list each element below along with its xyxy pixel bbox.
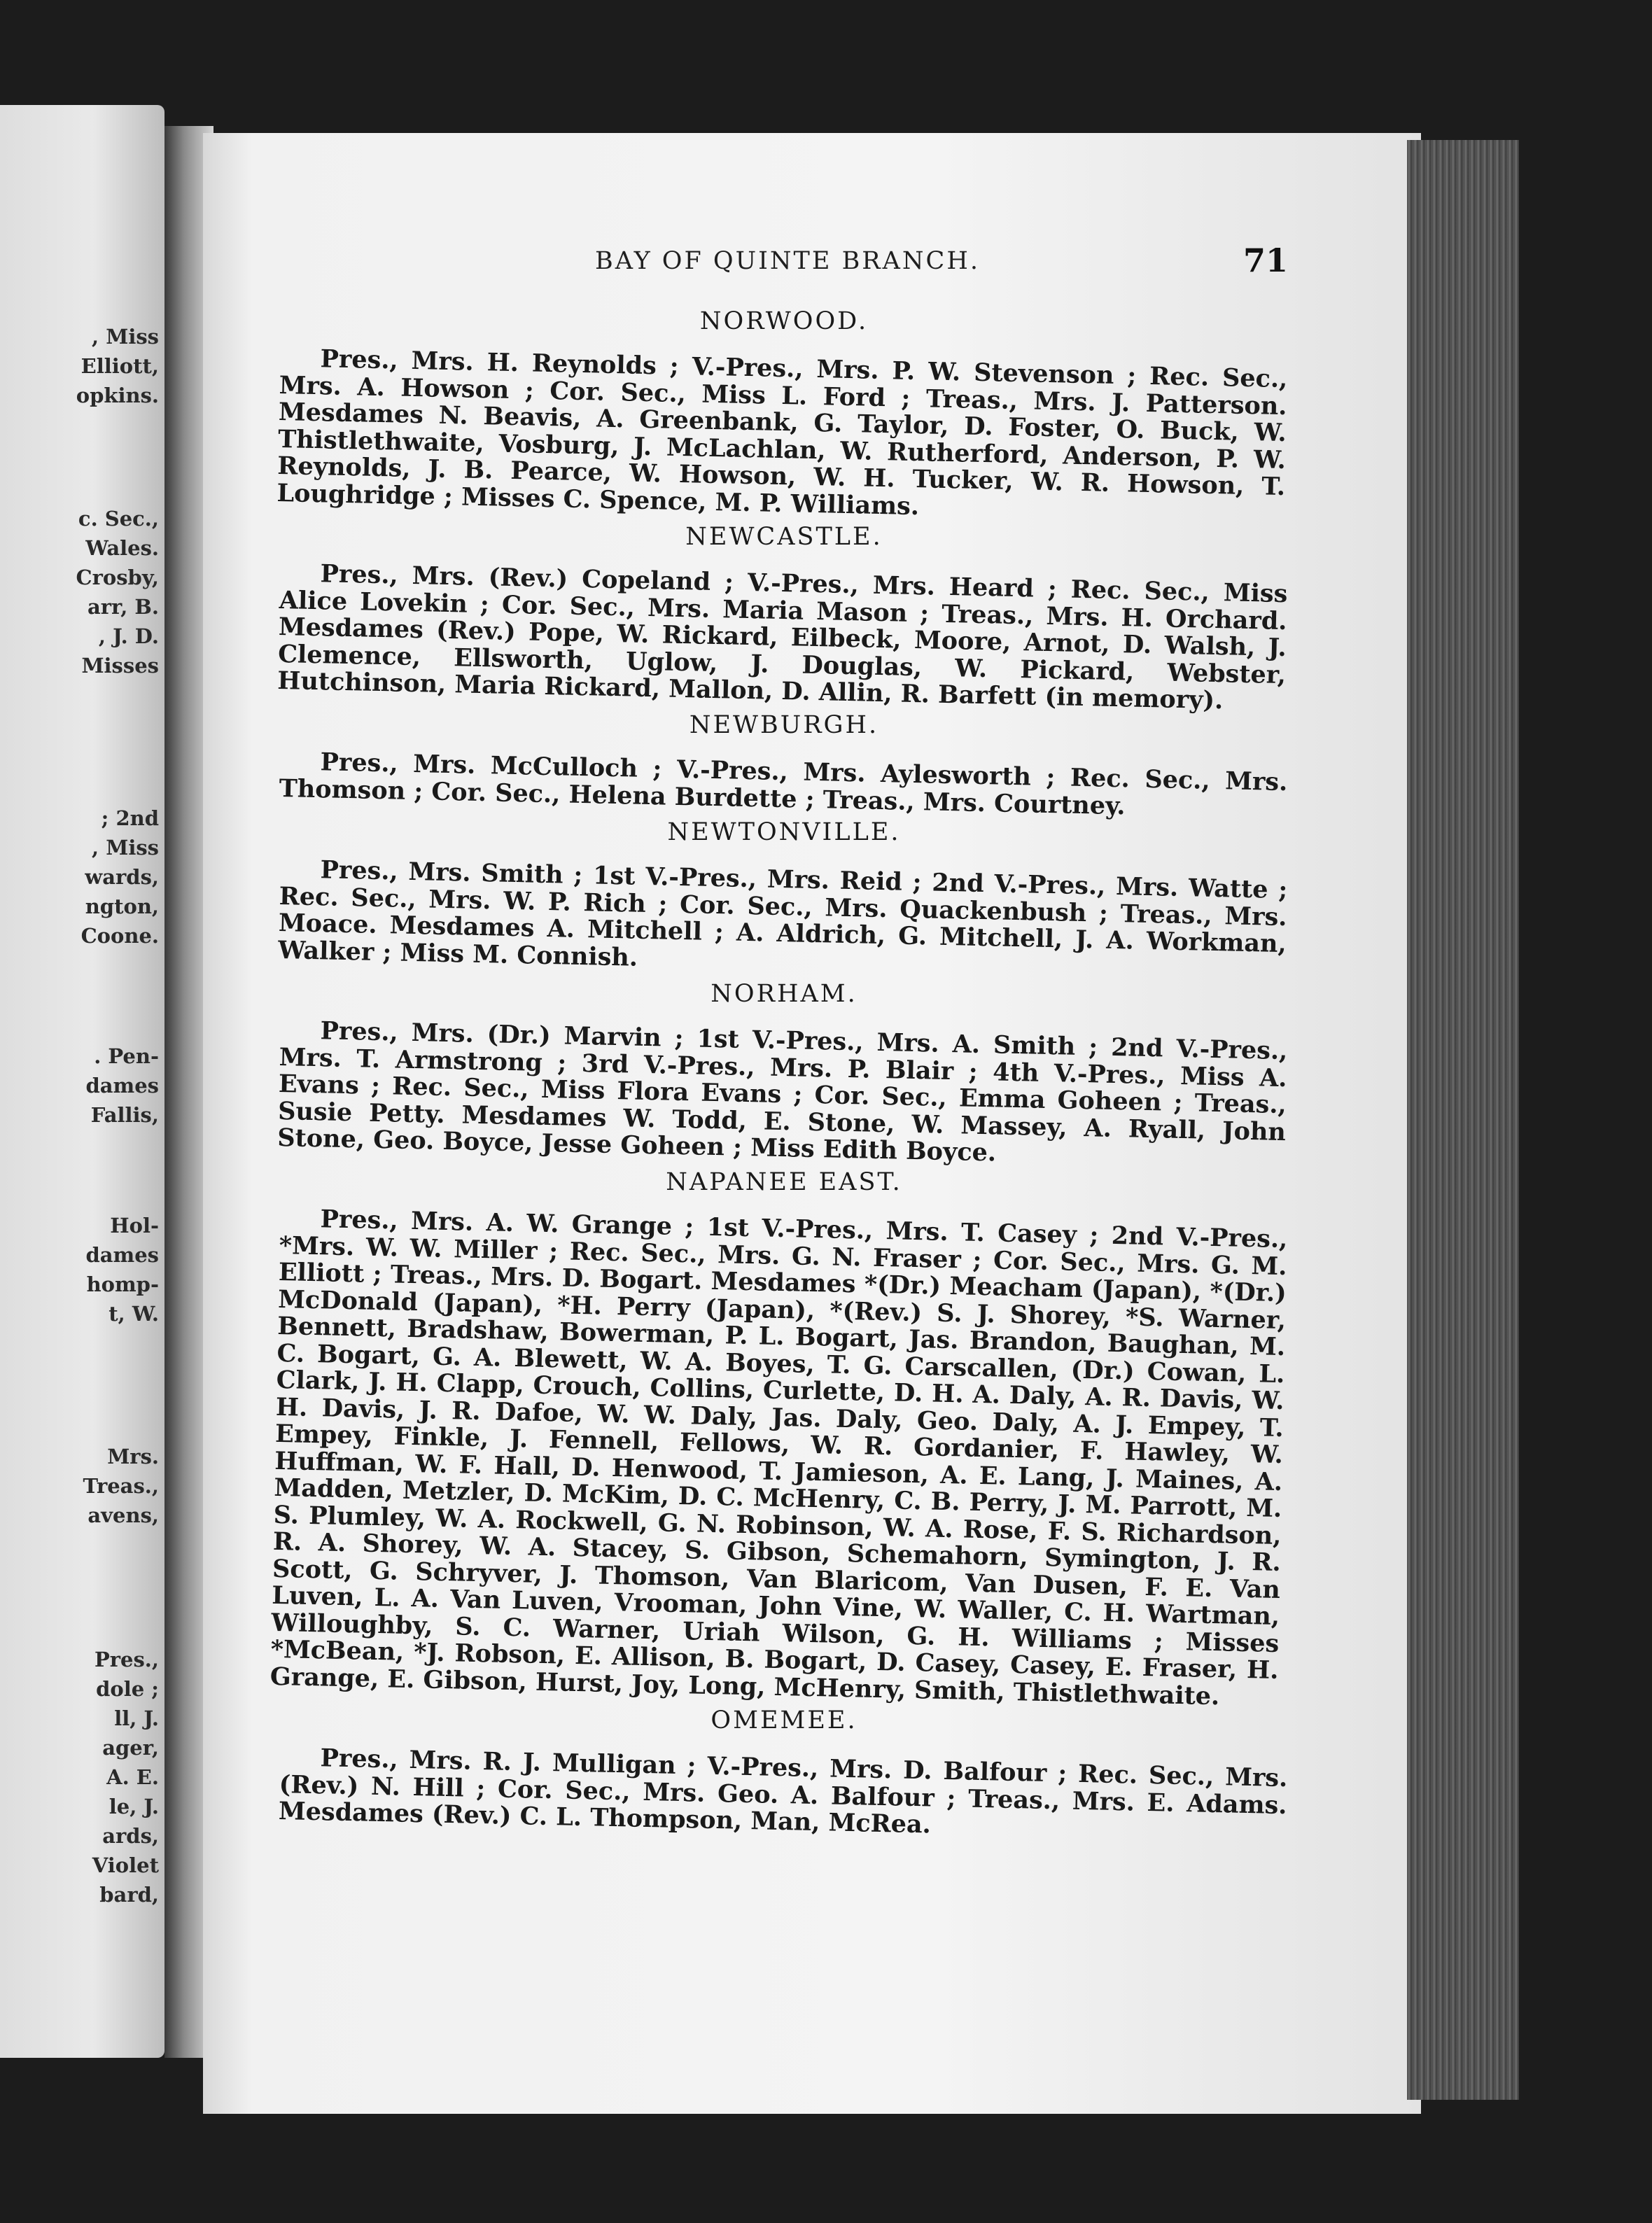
branch-officers: Pres., Mrs. R. J. Mulligan ; V.-Pres., Mrs. D. Balfour ; Rec. Sec., Mrs. (Rev.) N. Hill ; Cor. Sec., Mrs. Geo. A. Balfour ; Treas., Mrs. E. Adams. Mesdames (Rev.) C. L. Thompson, Man, McRea.	[278, 1743, 1288, 1839]
left-page-fragment: dole ;	[96, 1677, 159, 1701]
left-page-fragment: t, W.	[108, 1302, 159, 1326]
left-page-fragment: Coone.	[80, 924, 159, 948]
left-page-fragment: le, J.	[108, 1795, 159, 1818]
left-page-fragment: Hol-	[110, 1214, 159, 1237]
branch-title: NEWBURGH.	[689, 710, 879, 739]
left-page-fragment: , Miss	[92, 325, 159, 349]
left-page-fragment: opkins.	[76, 384, 159, 407]
left-page-fragment: ngton,	[85, 895, 159, 918]
page-header	[280, 241, 1288, 283]
left-page-fragment: arr, B.	[87, 595, 159, 619]
branch-title: NORHAM.	[710, 979, 858, 1008]
branch-entry	[276, 979, 1288, 1167]
left-page	[0, 105, 164, 2058]
branch-entry	[279, 710, 1288, 820]
branch-entry	[278, 1706, 1288, 1839]
running-head: BAY OF QUINTE BRANCH.	[595, 247, 980, 275]
branch-officers: Pres., Mrs. (Dr.) Marvin ; 1st V.-Pres., Mrs. A. Smith ; 2nd V.-Pres., Mrs. T. Armstrong ; 3rd V.-Pres., Mrs. P. Blair ; 4th V.-Pres., Miss A. Evans ; Rec. Sec., Miss Flora Evans ; Cor. Sec., Emma Goheen ; Treas., Susie Petty. Mesdames W. Todd, E. Stone, W. Massey, A. Ryall, John Stone, Geo. Boyce, Jesse Goheen ; Miss Edith Boyce.	[276, 1016, 1288, 1167]
left-page-fragment: , Miss	[92, 836, 159, 860]
left-page-fragment: Pres.,	[94, 1648, 159, 1671]
left-page-fragment: dames	[85, 1074, 159, 1098]
left-page-fragment: Mrs.	[107, 1445, 159, 1468]
left-page-fragment: dames	[85, 1243, 159, 1267]
page-content	[270, 307, 1288, 1842]
branch-officers: Pres., Mrs. (Rev.) Copeland ; V.-Pres., Mrs. Heard ; Rec. Sec., Miss Alice Lovekin ; Cor. Sec., Mrs. Maria Mason ; Treas., Mrs. H. Orchard. Mesdames (Rev.) Pope, W. Rickard, Eilbeck, Moore, Arnot, D. Walsh, J. Clemence, Ellsworth, Uglow, J. Douglas, W. Pickard, Webster, Hutchinson, Maria Rickard, Mallon, D. Allin, R. Barfett (in memory).	[276, 559, 1288, 715]
left-page-fragment: bard,	[99, 1883, 159, 1907]
left-page-fragment: Fallis,	[90, 1103, 159, 1127]
branch-title: NORWOOD.	[699, 307, 869, 335]
left-page-fragment: wards,	[85, 865, 159, 889]
branch-title: NAPANEE EAST.	[666, 1167, 902, 1196]
left-page-fragment: . Pen-	[94, 1044, 159, 1068]
page-edges	[1407, 140, 1519, 2100]
left-page-fragment: Crosby,	[76, 566, 159, 589]
branch-entry	[277, 818, 1288, 972]
branch-title: NEWCASTLE.	[685, 522, 883, 551]
left-page-fragment: , J. D.	[98, 624, 159, 648]
left-page-fragment: Elliott,	[80, 354, 159, 378]
page-number: 71	[1242, 241, 1288, 279]
branch-officers: Pres., Mrs. A. W. Grange ; 1st V.-Pres., Mrs. T. Casey ; 2nd V.-Pres., *Mrs. W. W. Miller ; Rec. Sec., Mrs. G. N. Fraser ; Cor. Sec., Mrs. G. M. Elliott ; Treas., Mrs. D. Bogart. Mesdames *(Dr.) Meacham (Japan), *(Dr.) McDonald (Japan), *H. Perry (Japan), *(Rev.) S. J. Shorey, *S. Warner, Bennett, Bradshaw, Bowerman, P. L. Bogart, Jas. Brandon, Baughan, M. C. Bogart, G. A. Blewett, W. A. Boyes, T. G. Carscallen, (Dr.) Cowan, L. Clark, J. H. Clapp, Crouch, Collins, Curlette, D. H. A. Daly, A. R. Davis, W. H. Davis, J. R. Dafoe, W. W. Daly, Jas. Daly, Geo. Daly, A. J. Empey, T. Empey, Finkle, J. Fennell, Fellows, W. R. Gordanier, F. Hawley, W. Huffman, W. F. Hall, D. Henwood, T. Jamieson, A. E. Lang, J. Maines, A. Madden, Metzler, D. McKim, D. C. McHenry, C. B. Perry, J. M. Parrott, M. S. Plumley, W. A. Rockwell, G. N. Robinson, W. A. Rose, F. S. Richardson, R. A. Shorey, W. A. Stacey, S. Gibson, Schemahorn, Symington, J. R. Scott, G. Schryver, J. Thomson, Van Blaricom, Van Dusen, F. E. Van Luven, L. A. Van Luven, Vrooman, John Vine, W. Waller, C. H. Wartman, Willoughby, S. C. Warner, Uriah Wilson, G. H. Williams ; Misses *McBean, *J. Robson, E. Allison, B. Bogart, D. Casey, Casey, E. Fraser, H. Grange, E. Gibson, Hurst, Joy, Long, McHenry, Smith, Thistlethwaite.	[270, 1205, 1288, 1711]
left-page-fragment: ll, J.	[114, 1706, 159, 1730]
left-page-fragment: Wales.	[85, 536, 159, 560]
branch-title: OMEMEE.	[710, 1706, 858, 1734]
branch-entry	[276, 522, 1288, 715]
left-page-fragment: c. Sec.,	[78, 507, 159, 531]
left-page-fragment: avens,	[88, 1503, 159, 1527]
branch-officers: Pres., Mrs. Smith ; 1st V.-Pres., Mrs. Reid ; 2nd V.-Pres., Mrs. Watte ; Rec. Sec., Mrs. W. P. Rich ; Cor. Sec., Mrs. Quackenbush ; Treas., Mrs. Moace. Mesdames A. Mitchell ; A. Aldrich, G. Mitchell, J. A. Workman, Walker ; Miss M. Connish.	[277, 855, 1288, 972]
left-page-fragment: ; 2nd	[101, 806, 159, 830]
left-page-fragment: Treas.,	[83, 1474, 159, 1498]
left-page-fragment: Misses	[81, 654, 159, 678]
left-page-fragment: Violet	[92, 1853, 159, 1877]
branch-officers: Pres., Mrs. H. Reynolds ; V.-Pres., Mrs. P. W. Stevenson ; Rec. Sec., Mrs. A. Howson ; Cor. Sec., Miss L. Ford ; Treas., Mrs. J. Patterson. Mesdames N. Beavis, A. Greenbank, G. Taylor, D. Foster, O. Buck, W. Thistlethwaite, Vosburg, J. McLachlan, W. Rutherford, Anderson, P. W. Reynolds, J. B. Pearce, W. Howson, W. H. Tucker, W. R. Howson, T. Loughridge ; Misses C. Spence, M. P. Williams.	[276, 344, 1288, 521]
left-page-fragment: A. E.	[106, 1765, 159, 1789]
left-page-fragment: ards,	[102, 1824, 159, 1848]
branch-entry	[270, 1167, 1288, 1711]
branch-entry	[276, 307, 1288, 521]
branch-title: NEWTONVILLE.	[667, 818, 901, 846]
branch-officers: Pres., Mrs. McCulloch ; V.-Pres., Mrs. Aylesworth ; Rec. Sec., Mrs. Thomson ; Cor. Sec., Helena Burdette ; Treas., Mrs. Courtney.	[279, 748, 1288, 820]
left-page-fragment: ager,	[102, 1736, 159, 1760]
left-page-fragment: homp-	[86, 1272, 159, 1296]
